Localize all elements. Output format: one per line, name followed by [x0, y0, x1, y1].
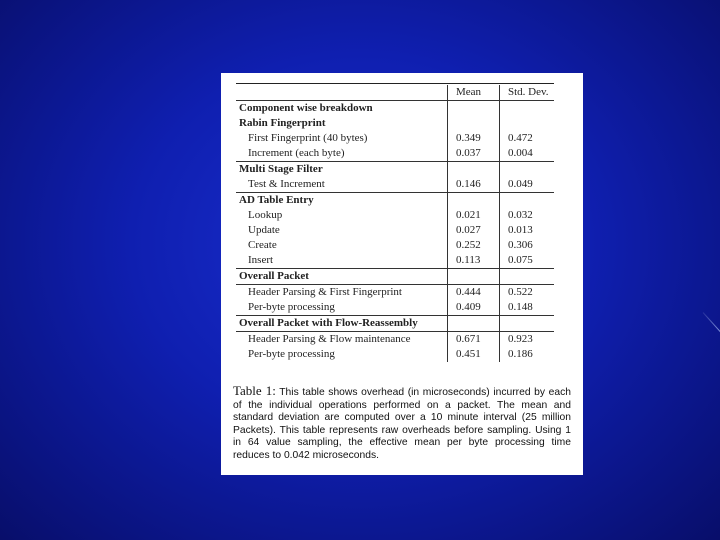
table-caption: [233, 385, 571, 463]
row-mean: 0.037: [448, 146, 500, 162]
row-label: First Fingerprint (40 bytes): [248, 132, 368, 144]
table-row: [236, 347, 554, 362]
table-figure: [221, 73, 583, 475]
table-row: [236, 193, 554, 209]
light-streak: [703, 312, 720, 335]
table-row: [236, 300, 554, 316]
row-mean: [448, 193, 500, 209]
row-mean: 0.027: [448, 223, 500, 238]
row-std-dev: 0.032: [500, 208, 555, 223]
row-label: Rabin Fingerprint: [239, 117, 326, 129]
row-label: Per-byte processing: [248, 301, 335, 313]
row-std-dev: 0.306: [500, 238, 555, 253]
row-mean: 0.444: [448, 285, 500, 301]
table-row: [236, 223, 554, 238]
table-row: [236, 177, 554, 193]
row-label: Header Parsing & Flow maintenance: [236, 332, 448, 348]
row-std-dev: [500, 269, 555, 285]
table-row: [236, 101, 554, 117]
row-std-dev: [500, 193, 555, 209]
table-row: [236, 131, 554, 146]
row-label: Increment (each byte): [248, 147, 345, 159]
row-std-dev: 0.186: [500, 347, 555, 362]
table-row: [236, 208, 554, 223]
row-mean: 0.349: [448, 131, 500, 146]
row-mean: [448, 162, 500, 178]
row-std-dev: 0.049: [500, 177, 555, 193]
overhead-table: [236, 85, 554, 362]
table-row: [236, 285, 554, 301]
row-label: AD Table Entry: [236, 193, 448, 209]
header-mean: Mean: [448, 85, 500, 101]
row-label: Create: [248, 239, 277, 251]
row-mean: 0.252: [448, 238, 500, 253]
row-std-dev: [500, 101, 555, 117]
header-std-dev: Std. Dev.: [500, 85, 555, 101]
table-row: [236, 162, 554, 178]
row-std-dev: [500, 116, 555, 131]
row-label: Header Parsing & First Fingerprint: [236, 285, 448, 301]
row-mean: [448, 316, 500, 332]
table-row: [236, 269, 554, 285]
row-label: Lookup: [248, 209, 283, 221]
table-row: [236, 146, 554, 162]
table-body: [236, 101, 554, 363]
row-std-dev: 0.075: [500, 253, 555, 269]
row-std-dev: [500, 316, 555, 332]
row-label: Overall Packet with Flow-Reassembly: [236, 316, 448, 332]
row-mean: 0.451: [448, 347, 500, 362]
row-label: Component wise breakdown: [239, 102, 373, 114]
row-std-dev: 0.472: [500, 131, 555, 146]
row-mean: 0.146: [448, 177, 500, 193]
table-top-rule: [236, 83, 554, 84]
row-label: Per-byte processing: [248, 348, 335, 360]
row-label: Multi Stage Filter: [236, 162, 448, 178]
row-std-dev: 0.013: [500, 223, 555, 238]
row-mean: [448, 269, 500, 285]
caption-text: This table shows overhead (in microseconds) incurred by each of the individual operations performed on a packet. The mean and standard deviation are computed over a 10 minute interval (25 million Packets). This table represents raw overheads before sampling. Using 1 in 64 value sampling, the effective mean per byte processing time reduces to 0.042 microseconds.: [233, 387, 572, 461]
table-row: [236, 316, 554, 332]
row-label: Update: [248, 224, 280, 236]
row-std-dev: 0.004: [500, 146, 555, 162]
table-row: [236, 253, 554, 269]
table-header-row: [236, 85, 554, 101]
row-mean: 0.671: [448, 332, 500, 348]
row-std-dev: 0.148: [500, 300, 555, 316]
row-std-dev: 0.923: [500, 332, 555, 348]
caption-label: Table 1:: [233, 383, 276, 398]
table-row: [236, 116, 554, 131]
row-label: Overall Packet: [236, 269, 448, 285]
row-mean: 0.021: [448, 208, 500, 223]
row-std-dev: 0.522: [500, 285, 555, 301]
row-label: Test & Increment: [248, 178, 325, 190]
row-std-dev: [500, 162, 555, 178]
row-mean: 0.409: [448, 300, 500, 316]
header-label: [236, 85, 448, 101]
row-mean: [448, 101, 500, 117]
table-row: [236, 238, 554, 253]
table-row: [236, 332, 554, 348]
row-label: Insert: [248, 254, 274, 266]
row-mean: 0.113: [448, 253, 500, 269]
row-mean: [448, 116, 500, 131]
